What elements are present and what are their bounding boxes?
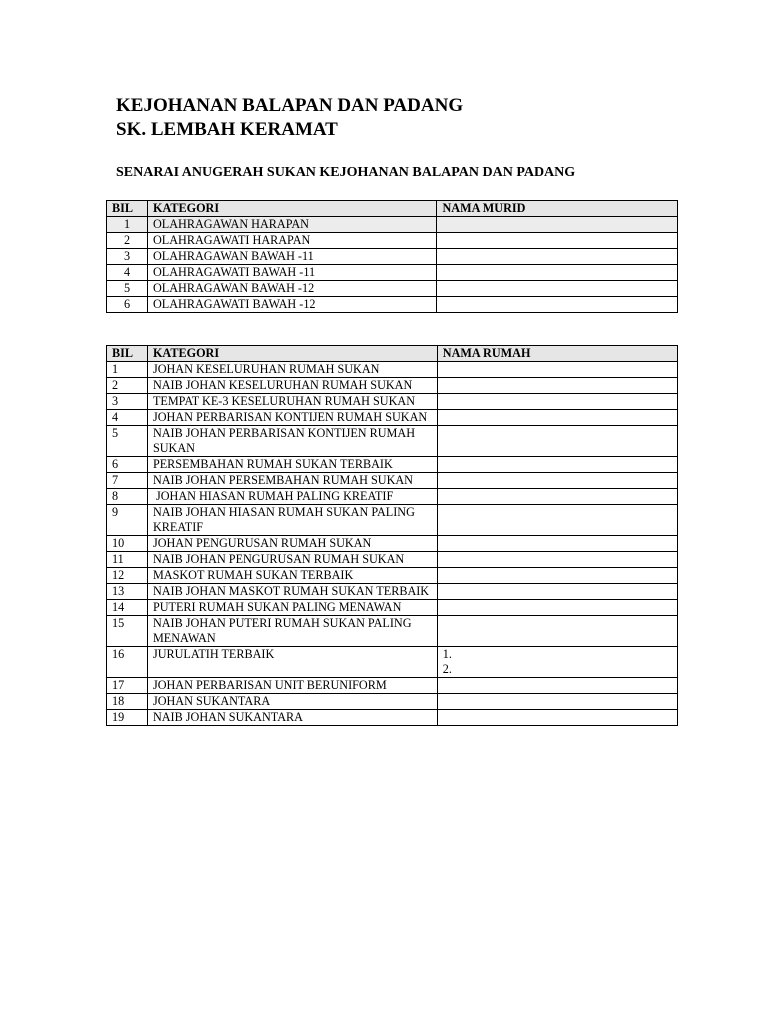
table-row bbox=[107, 568, 678, 584]
table-row bbox=[107, 457, 678, 473]
table-row bbox=[107, 694, 678, 710]
nama-rumah-cell bbox=[437, 505, 677, 536]
coach-line-2: 2. bbox=[442, 662, 452, 676]
bil-cell: 13 bbox=[107, 584, 148, 600]
table-row bbox=[107, 710, 678, 726]
nama-rumah-cell bbox=[437, 426, 677, 457]
kategori-cell: OLAHRAGAWAN HARAPAN bbox=[147, 217, 437, 233]
table-row bbox=[107, 265, 678, 281]
kategori-cell: JOHAN PERBARISAN KONTIJEN RUMAH SUKAN bbox=[147, 410, 437, 426]
table-row bbox=[107, 647, 678, 678]
table-row bbox=[107, 281, 678, 297]
kategori-cell: NAIB JOHAN SUKANTARA bbox=[147, 710, 437, 726]
nama-rumah-cell bbox=[437, 394, 677, 410]
nama-rumah-cell bbox=[437, 678, 677, 694]
table-row bbox=[107, 616, 678, 647]
kategori-cell: NAIB JOHAN PENGURUSAN RUMAH SUKAN bbox=[147, 552, 437, 568]
nama-murid-cell bbox=[437, 265, 678, 281]
bil-cell: 9 bbox=[107, 505, 148, 536]
bil-cell: 14 bbox=[107, 600, 148, 616]
kategori-cell: JOHAN PENGURUSAN RUMAH SUKAN bbox=[147, 536, 437, 552]
kategori-cell: NAIB JOHAN PUTERI RUMAH SUKAN PALING MENAWAN bbox=[147, 616, 437, 647]
header-nama-murid: NAMA MURID bbox=[437, 201, 678, 217]
nama-murid-cell bbox=[437, 281, 678, 297]
kategori-cell: PUTERI RUMAH SUKAN PALING MENAWAN bbox=[147, 600, 437, 616]
nama-murid-cell bbox=[437, 249, 678, 265]
nama-murid-cell bbox=[437, 297, 678, 313]
kategori-cell: JOHAN PERBARISAN UNIT BERUNIFORM bbox=[147, 678, 437, 694]
kategori-cell: OLAHRAGAWATI BAWAH -11 bbox=[147, 265, 437, 281]
award-list-subtitle: SENARAI ANUGERAH SUKAN KEJOHANAN BALAPAN DAN PADANG bbox=[116, 165, 576, 180]
bil-cell: 5 bbox=[107, 426, 148, 457]
nama-rumah-cell bbox=[437, 584, 677, 600]
table-row bbox=[107, 297, 678, 313]
table-row bbox=[107, 217, 678, 233]
document-title: KEJOHANAN BALAPAN DAN PADANG bbox=[116, 95, 464, 116]
table-row bbox=[107, 249, 678, 265]
nama-rumah-cell bbox=[437, 489, 677, 505]
bil-cell: 6 bbox=[107, 457, 148, 473]
kategori-cell: PERSEMBAHAN RUMAH SUKAN TERBAIK bbox=[147, 457, 437, 473]
kategori-cell: OLAHRAGAWAN BAWAH -12 bbox=[147, 281, 437, 297]
kategori-cell: NAIB JOHAN HIASAN RUMAH SUKAN PALING KREATIF bbox=[147, 505, 437, 536]
kategori-cell: NAIB JOHAN PERSEMBAHAN RUMAH SUKAN bbox=[147, 473, 437, 489]
nama-rumah-cell bbox=[437, 536, 677, 552]
bil-cell: 19 bbox=[107, 710, 148, 726]
nama-rumah-cell bbox=[437, 473, 677, 489]
kategori-cell: TEMPAT KE-3 KESELURUHAN RUMAH SUKAN bbox=[147, 394, 437, 410]
bil-cell: 4 bbox=[107, 265, 148, 281]
bil-cell: 4 bbox=[107, 410, 148, 426]
bil-cell: 17 bbox=[107, 678, 148, 694]
table-row bbox=[107, 505, 678, 536]
kategori-cell: NAIB JOHAN KESELURUHAN RUMAH SUKAN bbox=[147, 378, 437, 394]
table-row bbox=[107, 410, 678, 426]
nama-rumah-cell bbox=[437, 616, 677, 647]
bil-cell: 2 bbox=[107, 233, 148, 249]
bil-cell: 6 bbox=[107, 297, 148, 313]
kategori-cell: MASKOT RUMAH SUKAN TERBAIK bbox=[147, 568, 437, 584]
nama-rumah-cell bbox=[437, 710, 677, 726]
header-kategori: KATEGORI bbox=[147, 346, 437, 362]
header-bil: BIL bbox=[107, 201, 148, 217]
bil-cell: 3 bbox=[107, 249, 148, 265]
kategori-cell: OLAHRAGAWAN BAWAH -11 bbox=[147, 249, 437, 265]
kategori-cell: NAIB JOHAN PERBARISAN KONTIJEN RUMAH SUKAN bbox=[147, 426, 437, 457]
kategori-cell: NAIB JOHAN MASKOT RUMAH SUKAN TERBAIK bbox=[147, 584, 437, 600]
nama-rumah-cell bbox=[437, 410, 677, 426]
house-awards-table bbox=[106, 345, 678, 726]
table-row bbox=[107, 362, 678, 378]
bil-cell: 1 bbox=[107, 217, 148, 233]
table-row bbox=[107, 378, 678, 394]
header-nama-rumah: NAMA RUMAH bbox=[437, 346, 677, 362]
nama-rumah-cell bbox=[437, 552, 677, 568]
nama-rumah-cell bbox=[437, 647, 677, 678]
bil-cell: 1 bbox=[107, 362, 148, 378]
table-header-row bbox=[107, 346, 678, 362]
bil-cell: 7 bbox=[107, 473, 148, 489]
nama-murid-cell bbox=[437, 217, 678, 233]
table-row bbox=[107, 233, 678, 249]
table-row bbox=[107, 473, 678, 489]
table-row bbox=[107, 552, 678, 568]
nama-rumah-cell bbox=[437, 694, 677, 710]
kategori-cell: JURULATIH TERBAIK bbox=[147, 647, 437, 678]
table-row bbox=[107, 536, 678, 552]
table-row bbox=[107, 426, 678, 457]
table-row bbox=[107, 394, 678, 410]
bil-cell: 2 bbox=[107, 378, 148, 394]
table-row bbox=[107, 678, 678, 694]
student-awards-table bbox=[106, 200, 678, 313]
coach-line-1: 1. bbox=[442, 647, 452, 661]
nama-rumah-cell bbox=[437, 362, 677, 378]
nama-rumah-cell bbox=[437, 568, 677, 584]
bil-cell: 11 bbox=[107, 552, 148, 568]
table-row bbox=[107, 600, 678, 616]
table-row bbox=[107, 584, 678, 600]
nama-rumah-cell bbox=[437, 457, 677, 473]
table-row bbox=[107, 489, 678, 505]
nama-rumah-cell bbox=[437, 378, 677, 394]
table-header-row bbox=[107, 201, 678, 217]
kategori-cell: JOHAN SUKANTARA bbox=[147, 694, 437, 710]
school-name: SK. LEMBAH KERAMAT bbox=[116, 119, 338, 140]
kategori-cell: JOHAN KESELURUHAN RUMAH SUKAN bbox=[147, 362, 437, 378]
kategori-cell: OLAHRAGAWATI BAWAH -12 bbox=[147, 297, 437, 313]
bil-cell: 15 bbox=[107, 616, 148, 647]
nama-murid-cell bbox=[437, 233, 678, 249]
header-bil: BIL bbox=[107, 346, 148, 362]
kategori-cell: JOHAN HIASAN RUMAH PALING KREATIF bbox=[147, 489, 437, 505]
bil-cell: 18 bbox=[107, 694, 148, 710]
header-kategori: KATEGORI bbox=[147, 201, 437, 217]
kategori-cell: OLAHRAGAWATI HARAPAN bbox=[147, 233, 437, 249]
bil-cell: 3 bbox=[107, 394, 148, 410]
bil-cell: 10 bbox=[107, 536, 148, 552]
bil-cell: 16 bbox=[107, 647, 148, 678]
bil-cell: 5 bbox=[107, 281, 148, 297]
nama-rumah-cell bbox=[437, 600, 677, 616]
bil-cell: 8 bbox=[107, 489, 148, 505]
bil-cell: 12 bbox=[107, 568, 148, 584]
